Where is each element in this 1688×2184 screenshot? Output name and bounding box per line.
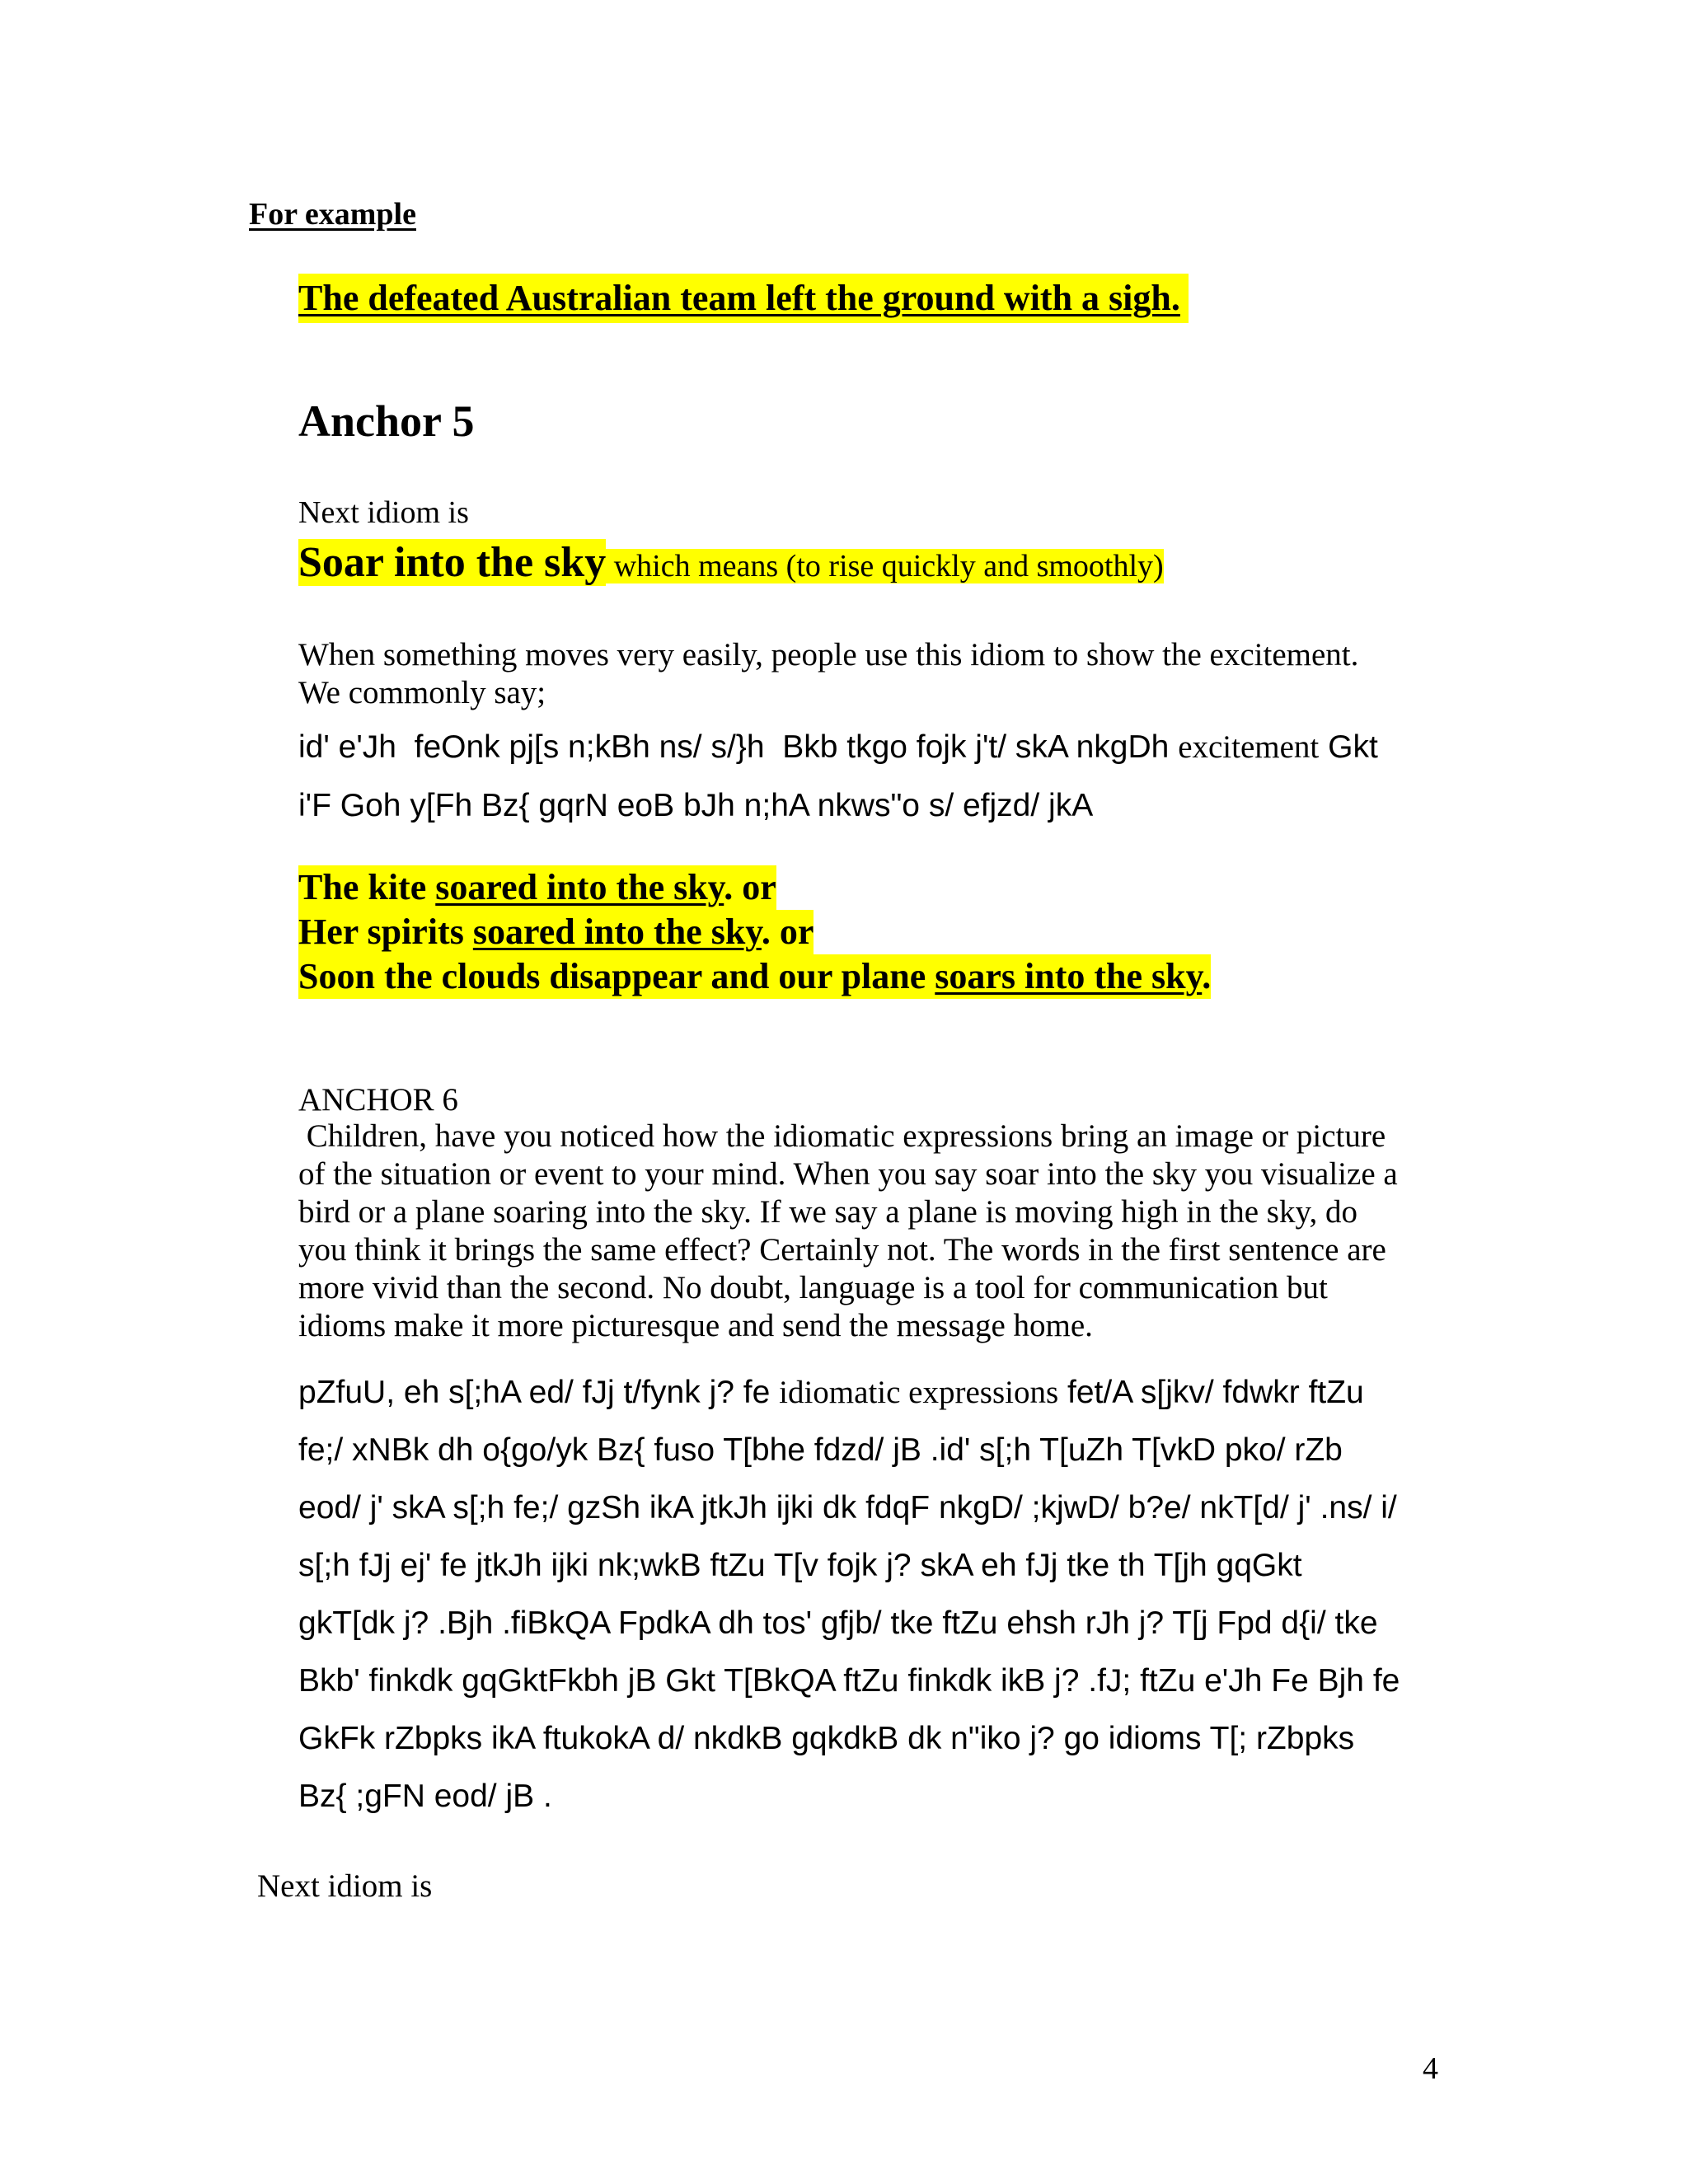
example-text: Soon the clouds disappear and our plane (298, 956, 935, 996)
hindi-line (298, 729, 1378, 766)
anchor-5-title: Anchor 5 (298, 396, 475, 446)
hindi-line: s[;h fJj ej' fe jtkJh ijki nk;wkB ftZu T[v fojk j? skA eh fJj tke th T[jh gqGkt (298, 1548, 1302, 1583)
example-sentences (298, 865, 1211, 999)
hindi-line: i'F Goh y[Fh Bz{ gqrN eoB bJh n;hA nkws"o s/ efjzd/ jkA (298, 788, 1094, 823)
idiom-meaning-text: which means (to rise quickly and smoothly) (613, 549, 1164, 583)
hindi-english-word: idiomatic expressions (779, 1375, 1059, 1410)
hindi-text: pZfuU, eh s[;hA ed/ fJj t/fynk j? fe (298, 1375, 780, 1410)
next-idiom-label: Next idiom is (298, 495, 469, 530)
anchor-6-title: ANCHOR 6 (298, 1082, 458, 1118)
example-text: . or (761, 912, 814, 952)
hindi-line: Bkb' finkdk gqGktFkbh jB Gkt T[BkQA ftZu finkdk ikB j? .fJ; ftZu e'Jh Fe Bjh fe (298, 1663, 1400, 1699)
hindi-text: Gkt (1319, 729, 1378, 765)
paragraph-line: bird or a plane soaring into the sky. If we say a plane is moving high in the sky, do (298, 1194, 1357, 1230)
next-idiom-label: Next idiom is (257, 1868, 433, 1904)
example-idiom: soared into the sky (472, 912, 762, 952)
hindi-line: eod/ j' skA s[;h fe;/ gzSh ikA jtkJh ijki dk fdqF nkgD/ ;kjwD/ b?e/ nkT[d/ j' .ns/ i/ (298, 1490, 1397, 1526)
paragraph-line: you think it brings the same effect? Certainly not. The words in the first sentence are (298, 1232, 1386, 1268)
for-example-heading: For example (249, 197, 416, 232)
hindi-line: gkT[dk j? .Bjh .fiBkQA FpdkA dh tos' gfjb/ tke ftZu ehsh rJh j? T[j Fpd d{i/ tke (298, 1605, 1378, 1641)
explanation-paragraph (298, 636, 1358, 712)
example-line (298, 910, 814, 954)
example-text: The kite (298, 867, 436, 907)
idiom-meaning (606, 549, 1164, 583)
example-text: . (1202, 956, 1212, 996)
hindi-text: fet/A s[jkv/ fdwkr ftZu (1058, 1375, 1364, 1410)
anchor-6-paragraph (298, 1118, 1398, 1345)
hindi-text: id' e'Jh feOnk pj[s n;kBh ns/ s/}h Bkb tkgo fojk j't/ skA nkgDh (298, 729, 1179, 765)
hindi-english-word: excitement (1178, 729, 1320, 765)
example-text: Her spirits (298, 912, 473, 952)
example-text: . or (724, 867, 776, 907)
example-line (298, 954, 1211, 999)
paragraph-line: Children, have you noticed how the idiomatic expressions bring an image or picture (298, 1118, 1386, 1154)
example-sentence-text: The defeated Australian team left the ground with a sigh. (298, 278, 1180, 318)
example-idiom: soars into the sky (935, 956, 1203, 996)
example-idiom: soared into the sky (435, 867, 724, 907)
hindi-line: GkFk rZbpks ikA ftukokA d/ nkdkB gqkdkB dk n"iko j? go idioms T[; rZbpks (298, 1721, 1355, 1756)
hindi-paragraph (298, 1364, 1400, 1825)
paragraph-line: idioms make it more picturesque and send the message home. (298, 1308, 1093, 1343)
paragraph-line: more vivid than the second. No doubt, language is a tool for communication but (298, 1270, 1328, 1305)
example-line (298, 865, 776, 910)
hindi-line: fe;/ xNBk dh o{go/yk Bz{ fuso T[bhe fdzd/ jB .id' s[;h T[uZh T[vkD pko/ rZb (298, 1432, 1343, 1468)
paragraph-line: of the situation or event to your mind. When you say soar into the sky you visualize a (298, 1156, 1398, 1192)
paragraph-line: We commonly say; (298, 675, 546, 710)
hindi-line (298, 1364, 1400, 1422)
hindi-line: Bz{ ;gFN eod/ jB . (298, 1779, 552, 1814)
page-number: 4 (1423, 2051, 1438, 2086)
paragraph-line: When something moves very easily, people use this idiom to show the excitement. (298, 637, 1359, 673)
idiom-name: Soar into the sky (298, 539, 607, 586)
idiom-line (298, 536, 1164, 600)
example-sentence (298, 274, 1189, 323)
